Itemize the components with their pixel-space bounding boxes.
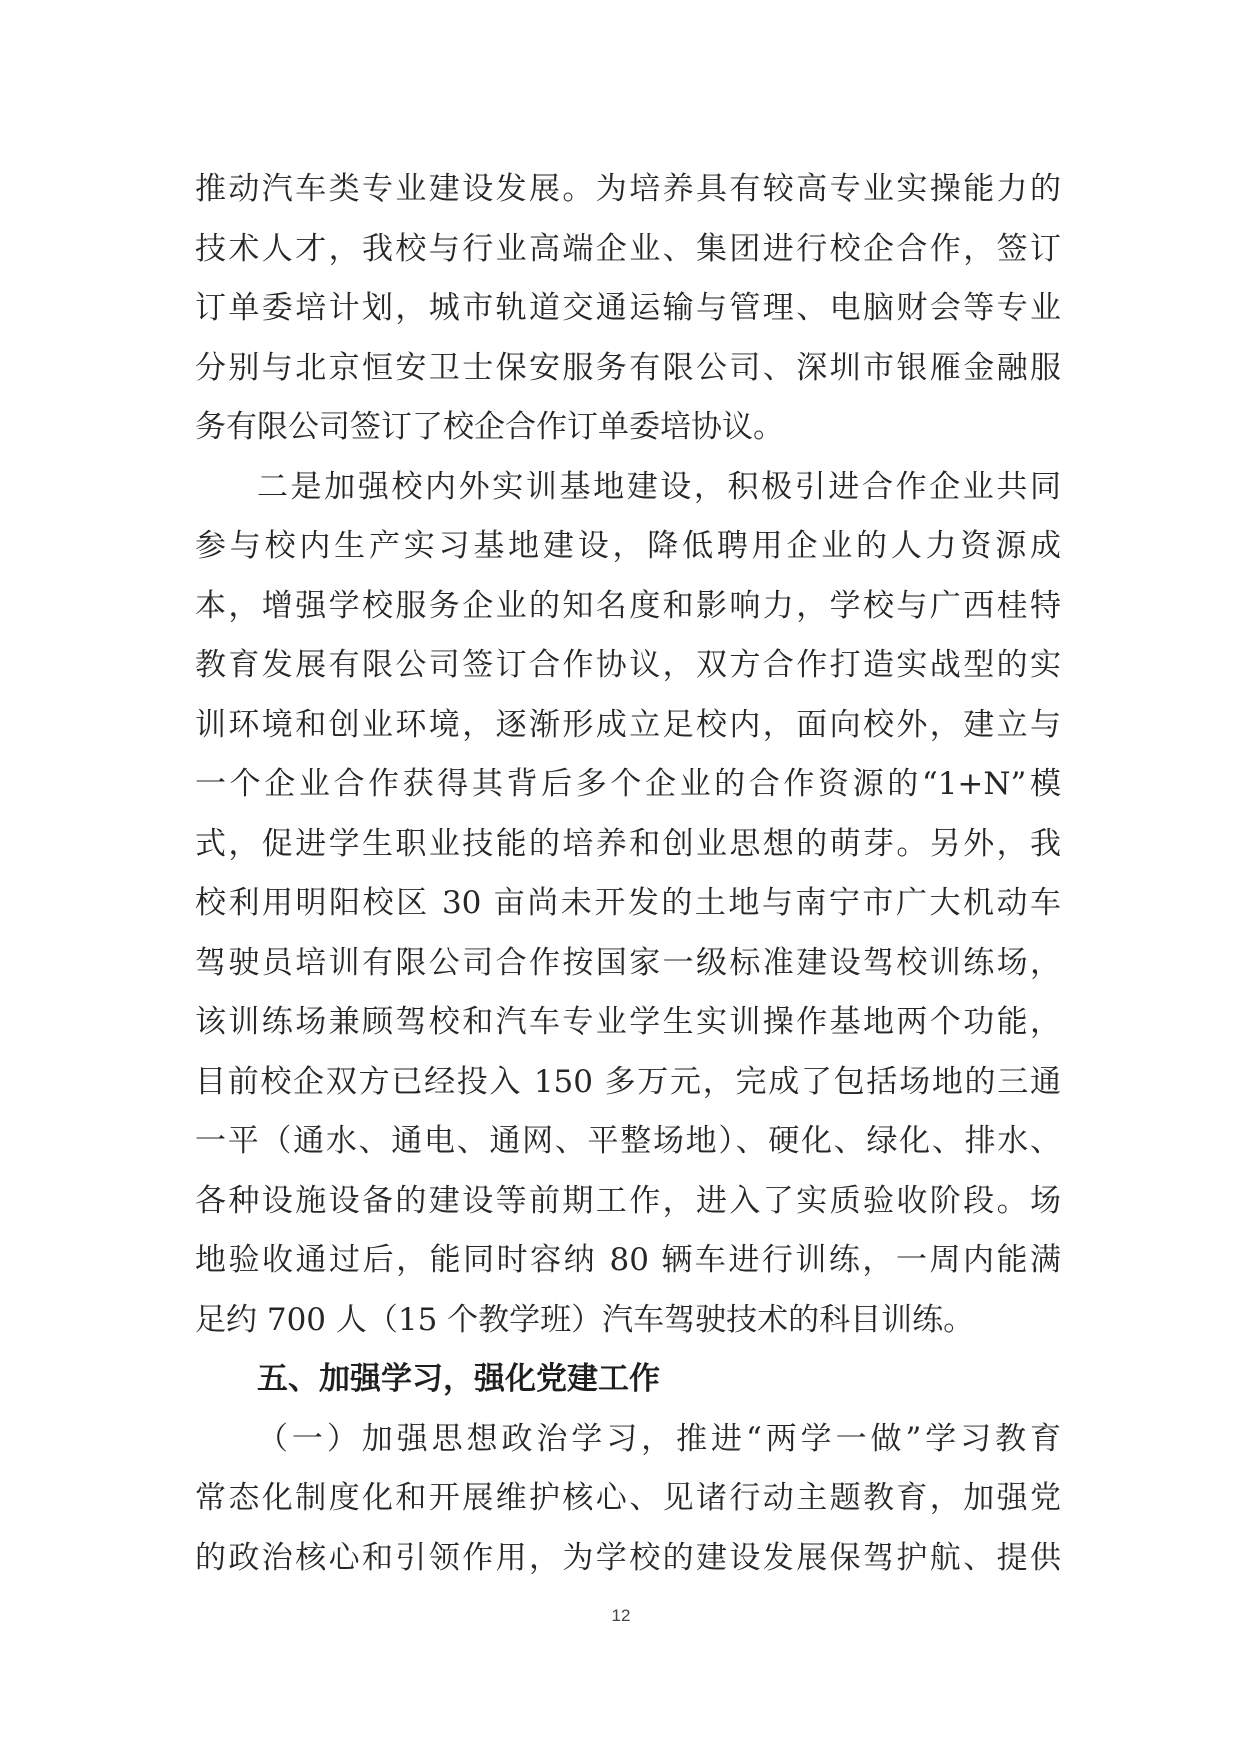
- text-line: 该训练场兼顾驾校和汽车专业学生实训操作基地两个功能，: [195, 1004, 1061, 1040]
- text-line: 订单委培计划，城市轨道交通运输与管理、电脑财会等专业: [195, 290, 1061, 326]
- text-line: 足约 700 人（15 个教学班）汽车驾驶技术的科目训练。: [195, 1301, 975, 1338]
- text-line: 一个企业合作获得其背后多个企业的合作资源的“1+N”模: [195, 766, 1061, 802]
- text-line: 常态化制度化和开展维护核心、见诸行动主题教育，加强党: [195, 1480, 1061, 1516]
- text-line: 参与校内生产实习基地建设，降低聘用企业的人力资源成: [195, 528, 1061, 564]
- text-line: 推动汽车类专业建设发展。为培养具有较高专业实操能力的: [195, 171, 1061, 207]
- text-line: 技术人才，我校与行业高端企业、集团进行校企合作，签订: [195, 230, 1061, 267]
- page-number: 12: [611, 1606, 631, 1625]
- text-line: 校利用明阳校区 30 亩尚未开发的土地与南宁市广大机动车: [195, 885, 1061, 921]
- text-line: 式，促进学生职业技能的培养和创业思想的萌芽。另外，我: [195, 825, 1061, 862]
- section-heading: 五、加强学习，强化党建工作: [257, 1361, 660, 1397]
- text-line: 务有限公司签订了校企合作订单委培协议。: [195, 409, 784, 445]
- text-line: 驾驶员培训有限公司合作按国家一级标准建设驾校训练场，: [195, 944, 1061, 981]
- text-line: 一平（通水、通电、通网、平整场地）、硬化、绿化、排水、: [195, 1123, 1061, 1159]
- text-line: 教育发展有限公司签订合作协议，双方合作打造实战型的实: [195, 647, 1061, 683]
- paragraph-start-line: （一）加强思想政治学习，推进“两学一做”学习教育: [257, 1420, 1061, 1457]
- body-text: [195, 160, 1061, 1588]
- paragraph-start-line: 二是加强校内外实训基地建设，积极引进合作企业共同: [257, 468, 1061, 505]
- text-line: 的政治核心和引领作用，为学校的建设发展保驾护航、提供: [195, 1539, 1061, 1576]
- text-line: 训环境和创业环境，逐渐形成立足校内，面向校外，建立与: [195, 706, 1061, 743]
- text-line: 分别与北京恒安卫士保安服务有限公司、深圳市银雁金融服: [195, 349, 1061, 386]
- text-line: 各种设施设备的建设等前期工作，进入了实质验收阶段。场: [195, 1182, 1061, 1219]
- text-line: 地验收通过后，能同时容纳 80 辆车进行训练，一周内能满: [195, 1242, 1061, 1278]
- text-line: 目前校企双方已经投入 150 多万元，完成了包括场地的三通: [195, 1063, 1061, 1100]
- text-line: 本，增强学校服务企业的知名度和影响力，学校与广西桂特: [195, 587, 1061, 624]
